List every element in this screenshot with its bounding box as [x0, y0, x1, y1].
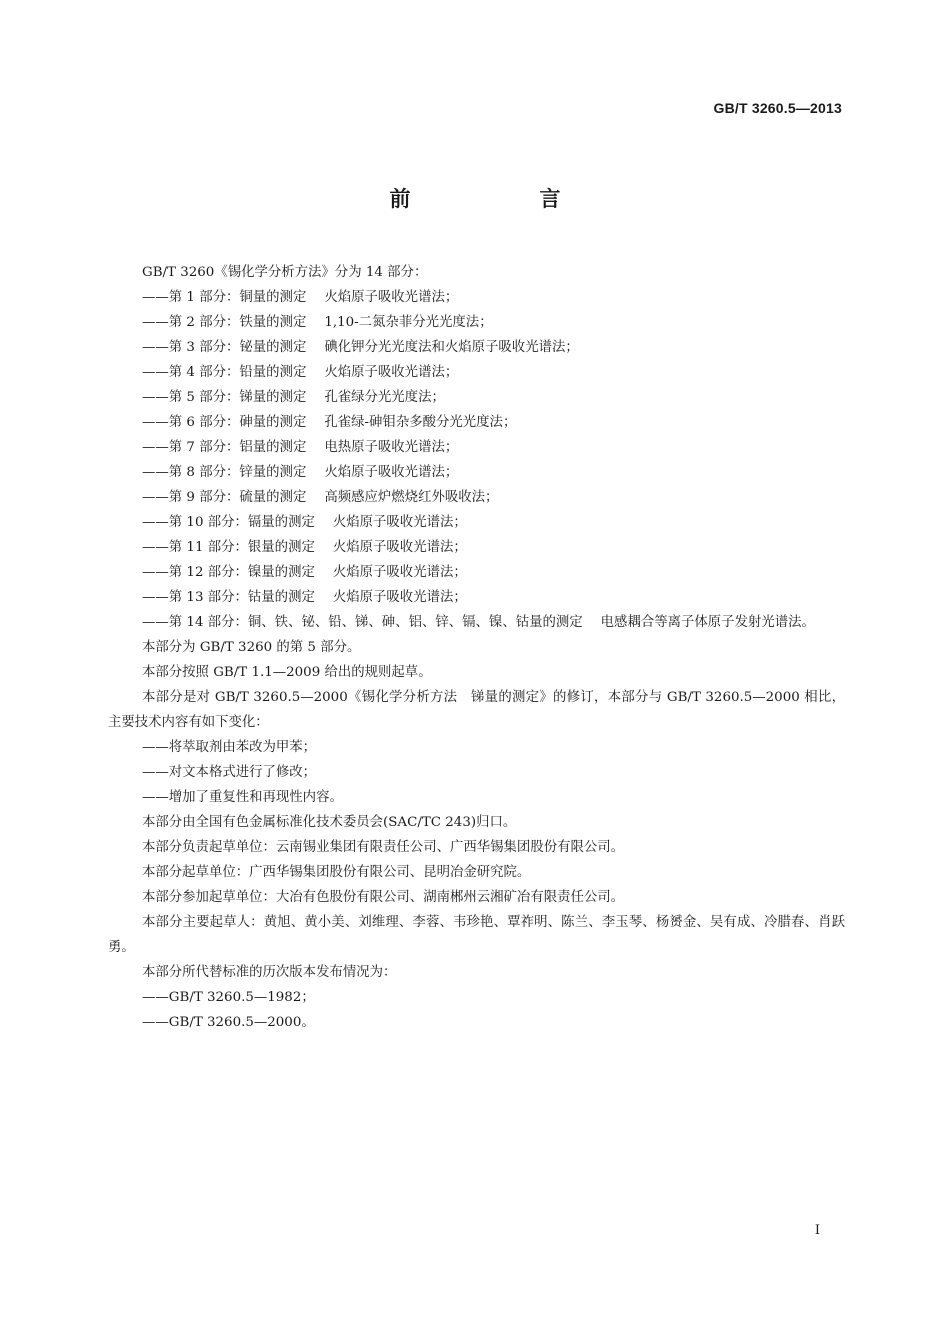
part-item-10: ——第 10 部分：镉量的测定 火焰原子吸收光谱法； [142, 515, 467, 530]
statement-drafters: 本部分主要起草人：黄旭、黄小美、刘维理、李蓉、韦珍艳、覃祚明、陈兰、李玉琴、杨赟金、吴有成、冷腊春、肖跃勇。 [108, 915, 845, 955]
page-title: 前 言 [389, 187, 615, 211]
standard-code: GB/T 3260.5—2013 [713, 100, 842, 116]
change-item-2: ——对文本格式进行了修改； [142, 765, 317, 780]
part-item-6: ——第 6 部分：砷量的测定 孔雀绿-砷钼杂多酸分光光度法； [142, 415, 517, 430]
change-item-1: ——将萃取剂由苯改为甲苯； [142, 740, 317, 755]
part-item-11: ——第 11 部分：银量的测定 火焰原子吸收光谱法； [142, 540, 467, 555]
part-item-9: ——第 9 部分：硫量的测定 高频感应炉燃烧红外吸收法； [142, 490, 499, 505]
statement-part: 本部分为 GB/T 3260 的第 5 部分。 [142, 640, 361, 655]
part-item-7: ——第 7 部分：铝量的测定 电热原子吸收光谱法； [142, 440, 459, 455]
part-item-1: ——第 1 部分：铜量的测定 火焰原子吸收光谱法； [142, 290, 459, 305]
history-item-1: ——GB/T 3260.5—1982； [142, 990, 315, 1005]
part-item-13: ——第 13 部分：钴量的测定 火焰原子吸收光谱法； [142, 590, 467, 605]
statement-history: 本部分所代替标准的历次版本发布情况为： [142, 965, 397, 980]
statement-committee: 本部分由全国有色金属标准化技术委员会(SAC/TC 243)归口。 [142, 815, 517, 830]
part-item-8: ——第 8 部分：锌量的测定 火焰原子吸收光谱法； [142, 465, 459, 480]
statement-rules: 本部分按照 GB/T 1.1—2009 给出的规则起草。 [142, 665, 432, 680]
intro-paragraph: GB/T 3260《锡化学分析方法》分为 14 部分： [142, 265, 428, 280]
part-item-5: ——第 5 部分：锑量的测定 孔雀绿分光光度法； [142, 390, 445, 405]
history-item-2: ——GB/T 3260.5—2000。 [142, 1015, 315, 1030]
statement-drafting: 本部分起草单位：广西华锡集团股份有限公司、昆明冶金研究院。 [142, 865, 531, 880]
foreword-body [108, 260, 845, 1035]
statement-revision: 本部分是对 GB/T 3260.5—2000《锡化学分析方法 锑量的测定》的修订，本部分与 GB/T 3260.5—2000 相比，主要技术内容有如下变化： [108, 690, 845, 730]
statement-responsible: 本部分负责起草单位：云南锡业集团有限责任公司、广西华锡集团股份有限公司。 [142, 840, 625, 855]
page-number: I [814, 1223, 820, 1238]
part-item-4: ——第 4 部分：铅量的测定 火焰原子吸收光谱法； [142, 365, 459, 380]
part-item-12: ——第 12 部分：镍量的测定 火焰原子吸收光谱法； [142, 565, 467, 580]
part-item-3: ——第 3 部分：铋量的测定 碘化钾分光光度法和火焰原子吸收光谱法； [142, 340, 579, 355]
part-item-2: ——第 2 部分：铁量的测定 1,10-二氮杂菲分光光度法； [142, 315, 493, 330]
change-item-3: ——增加了重复性和再现性内容。 [142, 790, 343, 805]
statement-participating: 本部分参加起草单位：大冶有色股份有限公司、湖南郴州云湘矿冶有限责任公司。 [142, 890, 625, 905]
part-item-14: ——第 14 部分：铜、铁、铋、铅、锑、砷、铝、锌、镉、镍、钴量的测定 电感耦合等离子体原子发射光谱法。 [142, 615, 815, 630]
